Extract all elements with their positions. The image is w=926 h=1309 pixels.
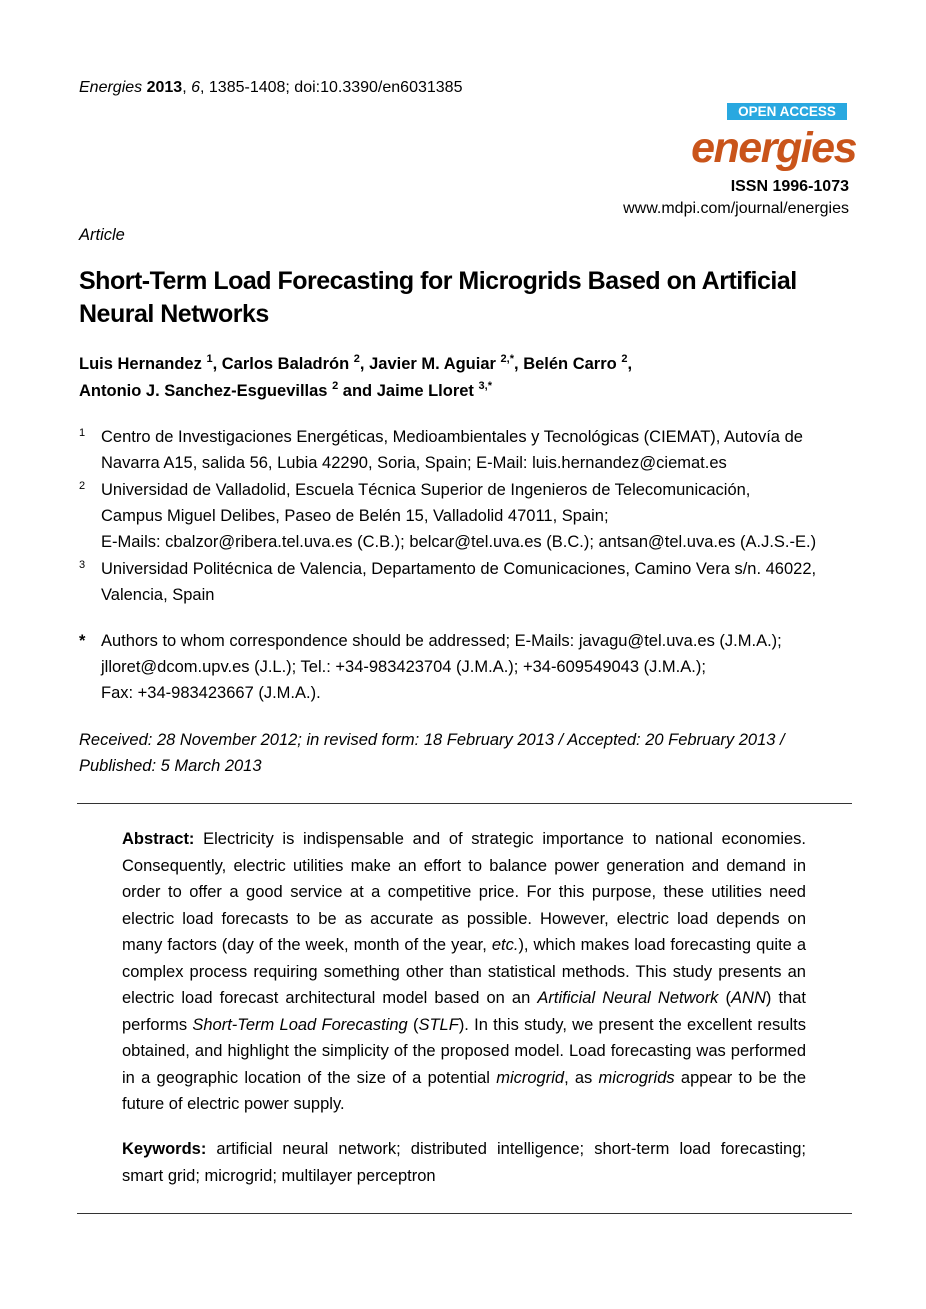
bottom-divider	[77, 1213, 852, 1214]
author-affiliation-mark: 2	[353, 353, 360, 365]
affiliation-line: Universidad de Valladolid, Escuela Técnica Superior de Ingenieros de Telecomunicación,	[101, 481, 751, 499]
journal-logo: energies	[691, 124, 856, 172]
affiliation-line: Valencia, Spain	[101, 586, 215, 604]
affiliation-line: Navarra A15, salida 56, Lubia 42290, Soria, Spain; E-Mail: luis.hernandez@ciemat.es	[101, 454, 727, 472]
correspondence-note	[79, 628, 879, 706]
correspondence-line: jlloret@dcom.upv.es (J.L.); Tel.: +34-983423704 (J.M.A.); +34-609549043 (J.M.A.);	[101, 658, 706, 676]
affiliation-line: Centro de Investigaciones Energéticas, Medioambientales y Tecnológicas (CIEMAT), Autovía de	[101, 428, 803, 446]
paper-title: Short-Term Load Forecasting for Microgrids Based on Artificial Neural Networks	[79, 267, 797, 328]
affiliation-line: E-Mails: cbalzor@ribera.tel.uva.es (C.B.); belcar@tel.uva.es (B.C.); antsan@tel.uva.es (A.J.S.-E.)	[101, 533, 817, 551]
author-name: Javier M. Aguiar	[369, 355, 496, 373]
author-affiliation-mark: 2,*	[500, 353, 515, 365]
journal-url[interactable]: www.mdpi.com/journal/energies	[623, 200, 849, 217]
author-name: Jaime Lloret	[376, 382, 474, 400]
keywords-text: artificial neural network; distributed intelligence; short-term load forecasting; smart grid; microgrid; multilayer perceptron	[122, 1140, 806, 1185]
affiliation-line: Campus Miguel Delibes, Paseo de Belén 15, Valladolid 47011, Spain;	[101, 507, 609, 525]
abstract: Abstract: Electricity is indispensable and of strategic importance to national economies. Consequently, electric utilities make an effort to balance power generation and demand in order to offer a good service at a competitive price. For this purpose, these utilities need electric load forecasts to be as accurate as possible. However, electric load depends on many factors (day of the week, month of the year, etc.), which makes load forecasting quite a complex process requiring something other than statistical methods. This study presents an electric load forecast architectural model based on an Artificial Neural Network (ANN) that performs Short-Term Load Forecasting (STLF). In this study, we present the excellent results obtained, and highlight the simplicity of the proposed model. Load forecasting was performed in a geographic location of the size of a potential microgrid, as microgrids appear to be the future of electric power supply.	[122, 830, 807, 1113]
affiliation-number: 2	[79, 480, 86, 492]
author-affiliation-mark: 3,*	[478, 380, 492, 392]
publication-year: 2013	[146, 79, 183, 96]
author-affiliation-mark: 2	[621, 353, 628, 365]
issn: ISSN 1996-1073	[730, 178, 849, 195]
author-name: Belén Carro	[523, 355, 617, 373]
author-affiliation-mark: 2	[332, 380, 339, 392]
publication-dates	[79, 727, 839, 779]
dates-line: Received: 28 November 2012; in revised form: 18 February 2013 / Accepted: 20 February 2013 /	[79, 731, 785, 749]
keywords	[122, 1136, 806, 1189]
pages-doi: , 1385-1408; doi:10.3390/en6031385	[200, 79, 463, 96]
author-list: Luis Hernandez $^1$, Carlos Baladrón $^2$, Javier M. Aguiar $^{2,*}$, Belén Carro $^2$, Antonio J. Sanchez-Esguevillas $^2$ and Jaime Lloret $^{3,*}$	[79, 353, 633, 400]
affiliation-number: 1	[79, 427, 86, 439]
keywords-label: Keywords:	[122, 1140, 207, 1158]
abstract-label: Abstract:	[122, 830, 195, 848]
volume-number: 6	[191, 79, 200, 96]
journal-name: Energies	[79, 79, 143, 96]
affiliation-line: Universidad Politécnica de Valencia, Departamento de Comunicaciones, Camino Vera s/n. 46022,	[101, 560, 817, 578]
affiliation-1	[79, 424, 879, 476]
author-name: Luis Hernandez	[79, 355, 202, 373]
affiliation-2	[79, 477, 879, 555]
correspondence-line: Fax: +34-983423667 (J.M.A.).	[101, 684, 321, 702]
dates-line: Published: 5 March 2013	[79, 757, 262, 775]
top-divider	[77, 803, 852, 804]
affiliation-3	[79, 556, 879, 608]
author-name: Carlos Baladrón	[221, 355, 350, 373]
author-name: Antonio J. Sanchez-Esguevillas	[79, 382, 328, 400]
correspondence-marker: *	[79, 632, 86, 650]
correspondence-line: Authors to whom correspondence should be addressed; E-Mails: javagu@tel.uva.es (J.M.A.);	[101, 632, 782, 650]
article-type: Article	[79, 226, 125, 244]
citation-line: Energies 2013, 6, 1385-1408; doi:10.3390/en6031385	[79, 79, 463, 96]
open-access-badge: OPEN ACCESS	[727, 103, 847, 120]
author-affiliation-mark: 1	[206, 353, 213, 365]
affiliation-number: 3	[79, 559, 86, 571]
